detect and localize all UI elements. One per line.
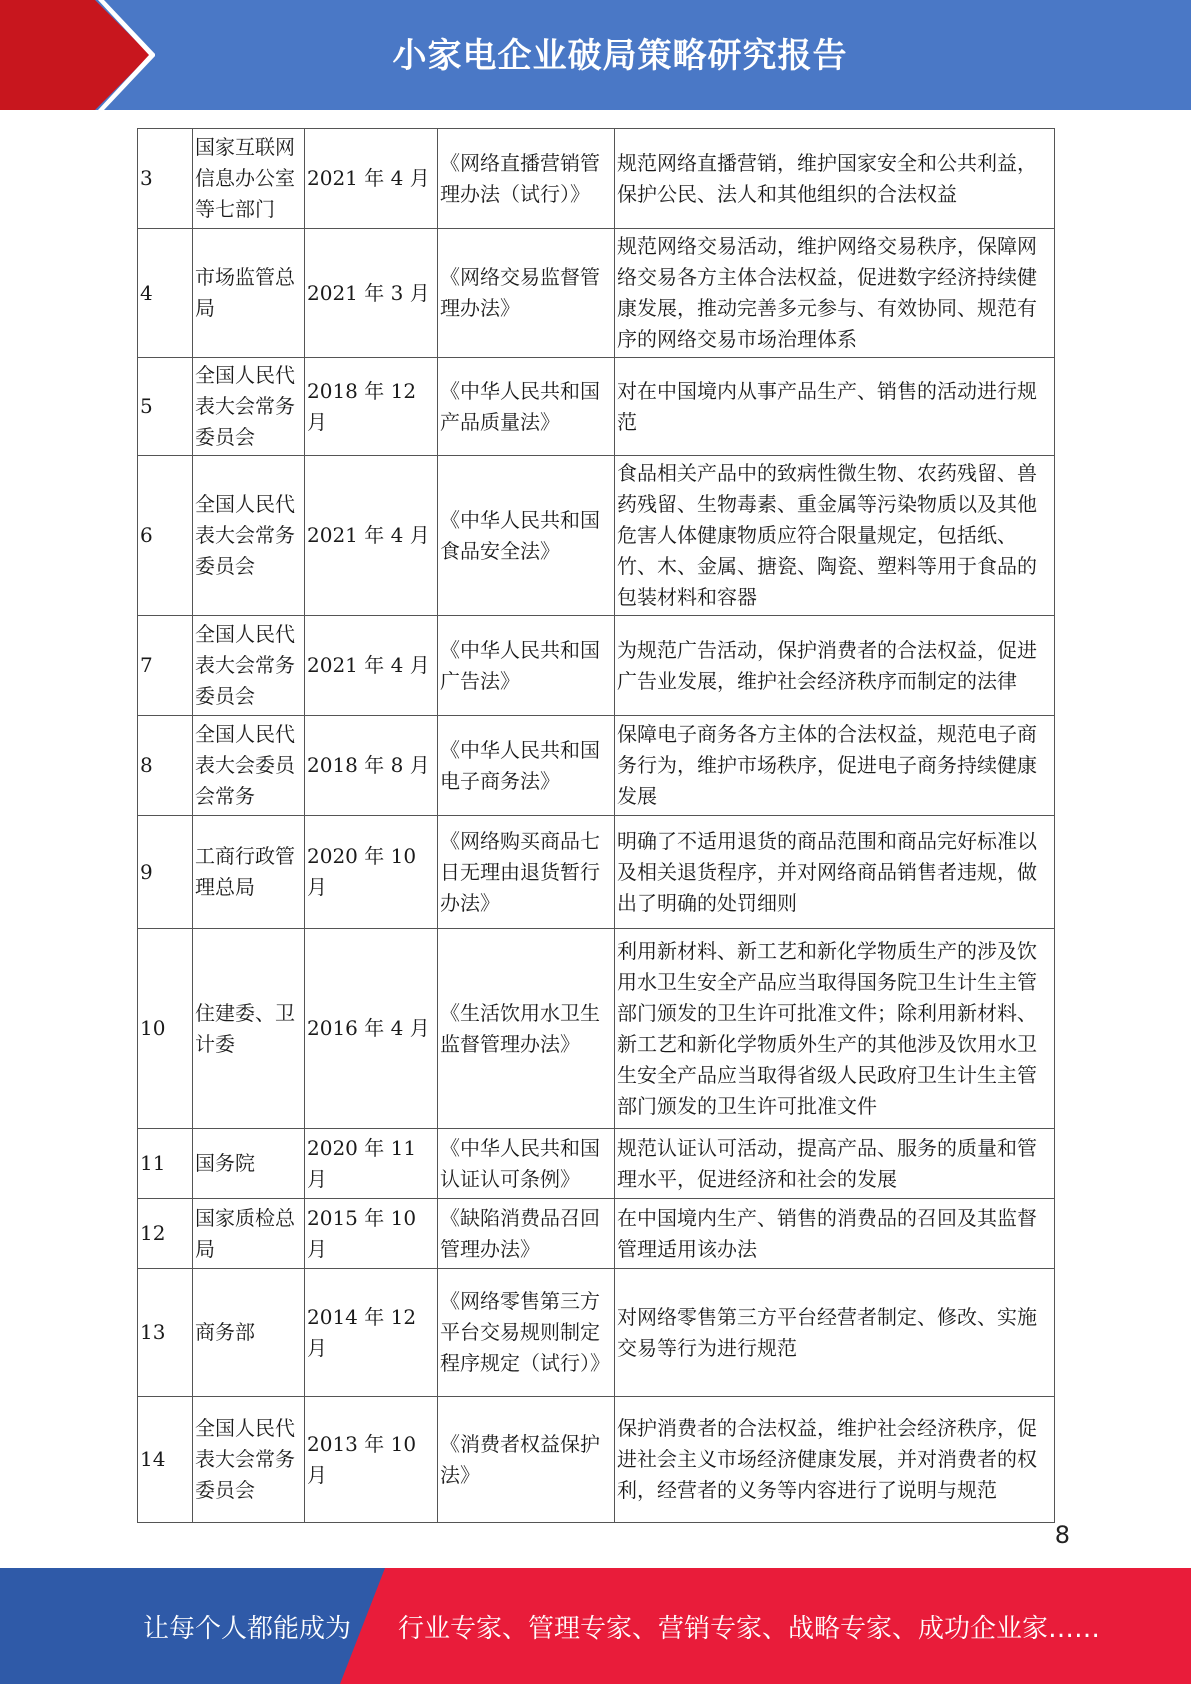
regulation-description: 明确了不适用退货的商品范围和商品完好标准以及相关退货程序，并对网络商品销售者违规，做出了明确的处罚细则 <box>615 816 1055 929</box>
issuing-department: 全国人民代表大会常务委员会 <box>193 616 305 716</box>
row-number: 12 <box>138 1199 193 1269</box>
issue-date: 2016 年 4 月 <box>305 929 438 1129</box>
regulation-name: 《中华人民共和国广告法》 <box>438 616 615 716</box>
regulation-description: 为规范广告活动，保护消费者的合法权益，促进广告业发展，维护社会经济秩序而制定的法律 <box>615 616 1055 716</box>
table-row <box>138 456 1055 616</box>
issue-date: 2014 年 12 月 <box>305 1269 438 1397</box>
row-number: 14 <box>138 1397 193 1523</box>
table-row <box>138 358 1055 456</box>
issue-date: 2020 年 11 月 <box>305 1129 438 1199</box>
footer-slogan-left: 让每个人都能成为 <box>143 1614 352 1644</box>
table-row <box>138 616 1055 716</box>
issuing-department: 全国人民代表大会常务委员会 <box>193 456 305 616</box>
regulation-description: 对在中国境内从事产品生产、销售的活动进行规范 <box>615 358 1055 456</box>
row-number: 6 <box>138 456 193 616</box>
regulation-description: 利用新材料、新工艺和新化学物质生产的涉及饮用水卫生安全产品应当取得国务院卫生计生主管部门颁发的卫生许可批准文件；除利用新材料、新工艺和新化学物质外生产的其他涉及饮用水卫生安全产品应当取得省级人民政府卫生计生主管部门颁发的卫生许可批准文件 <box>615 929 1055 1129</box>
issuing-department: 国务院 <box>193 1129 305 1199</box>
issuing-department: 商务部 <box>193 1269 305 1397</box>
regulation-name: 《中华人民共和国食品安全法》 <box>438 456 615 616</box>
page-footer <box>0 1568 1191 1684</box>
issuing-department: 住建委、卫计委 <box>193 929 305 1129</box>
issuing-department: 国家互联网信息办公室等七部门 <box>193 129 305 229</box>
regulation-name: 《网络零售第三方平台交易规则制定程序规定（试行）》 <box>438 1269 615 1397</box>
regulation-name: 《生活饮用水卫生监督管理办法》 <box>438 929 615 1129</box>
issue-date: 2021 年 4 月 <box>305 456 438 616</box>
issue-date: 2015 年 10 月 <box>305 1199 438 1269</box>
issue-date: 2020 年 10 月 <box>305 816 438 929</box>
issue-date: 2021 年 4 月 <box>305 129 438 229</box>
table-row <box>138 129 1055 229</box>
regulation-description: 规范网络直播营销，维护国家安全和公共利益，保护公民、法人和其他组织的合法权益 <box>615 129 1055 229</box>
table-row <box>138 1129 1055 1199</box>
regulation-description: 对网络零售第三方平台经营者制定、修改、实施交易等行为进行规范 <box>615 1269 1055 1397</box>
row-number: 10 <box>138 929 193 1129</box>
issue-date: 2013 年 10 月 <box>305 1397 438 1523</box>
regulation-description: 规范认证认可活动，提高产品、服务的质量和管理水平，促进经济和社会的发展 <box>615 1129 1055 1199</box>
regulations-table <box>137 128 1055 1523</box>
issuing-department: 全国人民代表大会委员会常务 <box>193 716 305 816</box>
page-header <box>0 0 1191 110</box>
regulation-name: 《缺陷消费品召回管理办法》 <box>438 1199 615 1269</box>
regulation-name: 《网络购买商品七日无理由退货暂行办法》 <box>438 816 615 929</box>
regulation-description: 保护消费者的合法权益，维护社会经济秩序，促进社会主义市场经济健康发展，并对消费者的权利，经营者的义务等内容进行了说明与规范 <box>615 1397 1055 1523</box>
footer-slogan-right: 行业专家、管理专家、营销专家、战略专家、成功企业家…… <box>398 1614 1101 1644</box>
row-number: 8 <box>138 716 193 816</box>
row-number: 9 <box>138 816 193 929</box>
issue-date: 2021 年 4 月 <box>305 616 438 716</box>
table-row <box>138 929 1055 1129</box>
regulation-name: 《网络直播营销管理办法（试行）》 <box>438 129 615 229</box>
regulations-table-body <box>138 129 1055 1523</box>
issuing-department: 市场监管总局 <box>193 229 305 358</box>
issuing-department: 国家质检总局 <box>193 1199 305 1269</box>
regulation-name: 《中华人民共和国产品质量法》 <box>438 358 615 456</box>
table-row <box>138 1199 1055 1269</box>
table-row <box>138 1269 1055 1397</box>
table-row <box>138 229 1055 358</box>
report-title: 小家电企业破局策略研究报告 <box>392 36 848 76</box>
regulation-name: 《网络交易监督管理办法》 <box>438 229 615 358</box>
row-number: 13 <box>138 1269 193 1397</box>
issue-date: 2018 年 12 月 <box>305 358 438 456</box>
table-row <box>138 716 1055 816</box>
issuing-department: 全国人民代表大会常务委员会 <box>193 1397 305 1523</box>
issue-date: 2018 年 8 月 <box>305 716 438 816</box>
row-number: 5 <box>138 358 193 456</box>
table-row <box>138 1397 1055 1523</box>
header-red-arrow <box>0 0 150 110</box>
row-number: 4 <box>138 229 193 358</box>
page-number: 8 <box>1054 1521 1070 1549</box>
row-number: 11 <box>138 1129 193 1199</box>
regulation-name: 《中华人民共和国电子商务法》 <box>438 716 615 816</box>
issuing-department: 全国人民代表大会常务委员会 <box>193 358 305 456</box>
regulation-name: 《消费者权益保护法》 <box>438 1397 615 1523</box>
regulation-description: 在中国境内生产、销售的消费品的召回及其监督管理适用该办法 <box>615 1199 1055 1269</box>
issuing-department: 工商行政管理总局 <box>193 816 305 929</box>
regulation-description: 规范网络交易活动，维护网络交易秩序，保障网络交易各方主体合法权益，促进数字经济持续健康发展，推动完善多元参与、有效协同、规范有序的网络交易市场治理体系 <box>615 229 1055 358</box>
row-number: 3 <box>138 129 193 229</box>
regulation-name: 《中华人民共和国认证认可条例》 <box>438 1129 615 1199</box>
regulation-description: 食品相关产品中的致病性微生物、农药残留、兽药残留、生物毒素、重金属等污染物质以及其他危害人体健康物质应符合限量规定，包括纸、竹、木、金属、搪瓷、陶瓷、塑料等用于食品的包装材料和容器 <box>615 456 1055 616</box>
table-row <box>138 816 1055 929</box>
issue-date: 2021 年 3 月 <box>305 229 438 358</box>
row-number: 7 <box>138 616 193 716</box>
regulation-description: 保障电子商务各方主体的合法权益，规范电子商务行为，维护市场秩序，促进电子商务持续健康发展 <box>615 716 1055 816</box>
